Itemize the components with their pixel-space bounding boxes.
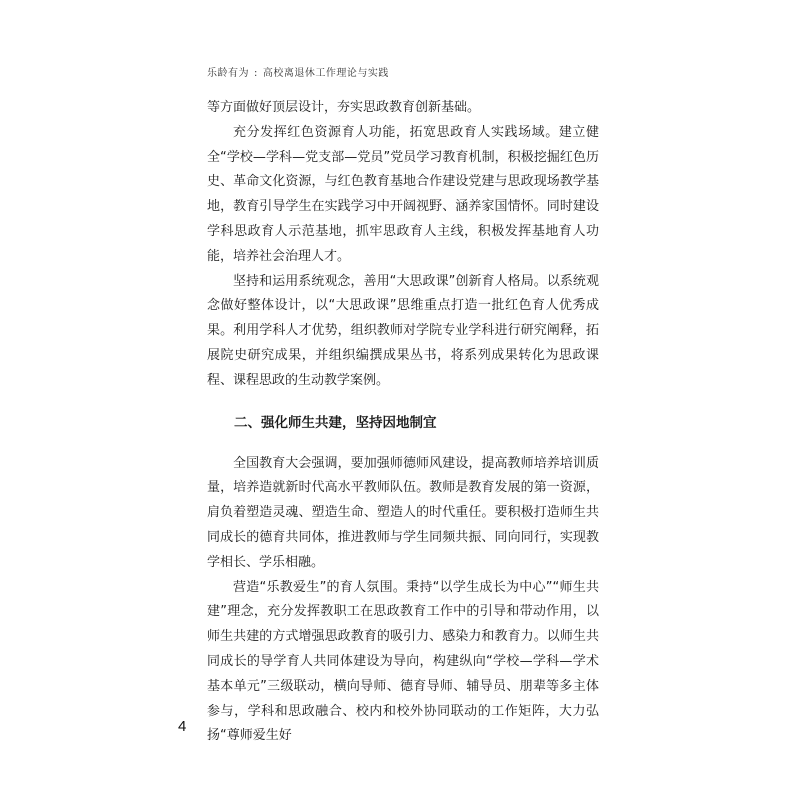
page-body [207, 96, 599, 749]
book-subtitle: 高校离退休工作理论与实践 [262, 68, 389, 79]
section-heading: 二、强化师生共建，坚持因地制宜 [234, 414, 437, 431]
paragraph-teacher-team: 全国教育大会强调，要加强师德师风建设，提高教师培养培训质量，培养造就新时代高水平教师队伍。教师是教育发展的第一资源，肩负着塑造灵魂、塑造生命、塑造人的时代重任。要积极打造师生共同成长的德育共同体，推进教师与学生同频共振、同向同行，实现教学相长、学乐相融。 [207, 455, 599, 570]
header-separator: : [254, 68, 258, 79]
paragraph-red-resources: 充分发挥红色资源育人功能，拓宽思政育人实践场域。建立健全“学校—学科—党支部—党员”党员学习教育机制，积极挖掘红色历史、革命文化资源，与红色教育基地合作建设党建与思政现场教学基地，教育引导学生在实践学习中开阔视野、涵养家国情怀。同时建设学科思政育人示范基地，抓牢思政育人主线，积极发挥基地育人功能，培养社会治理人才。 [207, 124, 599, 264]
running-header [207, 64, 389, 79]
paragraph-system-thinking: 坚持和运用系统观念，善用“大思政课”创新育人格局。以系统观念做好整体设计，以“大思政课”思维重点打造一批红色育人优秀成果。利用学科人才优势，组织教师对学院专业学科进行研究阐释，拓展院史研究成果，并组织编撰成果丛书，将系列成果转化为思政课程、课程思政的生动教学案例。 [207, 273, 599, 388]
continuation-paragraph: 等方面做好顶层设计，夯实思政教育创新基础。 [207, 100, 481, 115]
paragraph-teaching-atmosphere: 营造“乐教爱生”的育人氛围。秉持“以学生成长为中心”“师生共建”理念，充分发挥教职工在思政教育工作中的引导和带动作用，以师生共建的方式增强思政教育的吸引力、感染力和教育力。以师生共同成长的导学育人共同体建设为导向，构建纵向“学校—学科—学术基本单元”三级联动，横向导师、德育导师、辅导员、朋辈等多主体参与，学科和思政融合、校内和校外协同联动的工作矩阵，大力弘扬“尊师爱生好 [207, 579, 599, 744]
page-number: 4 [178, 718, 187, 735]
book-title: 乐龄有为 [207, 68, 249, 79]
